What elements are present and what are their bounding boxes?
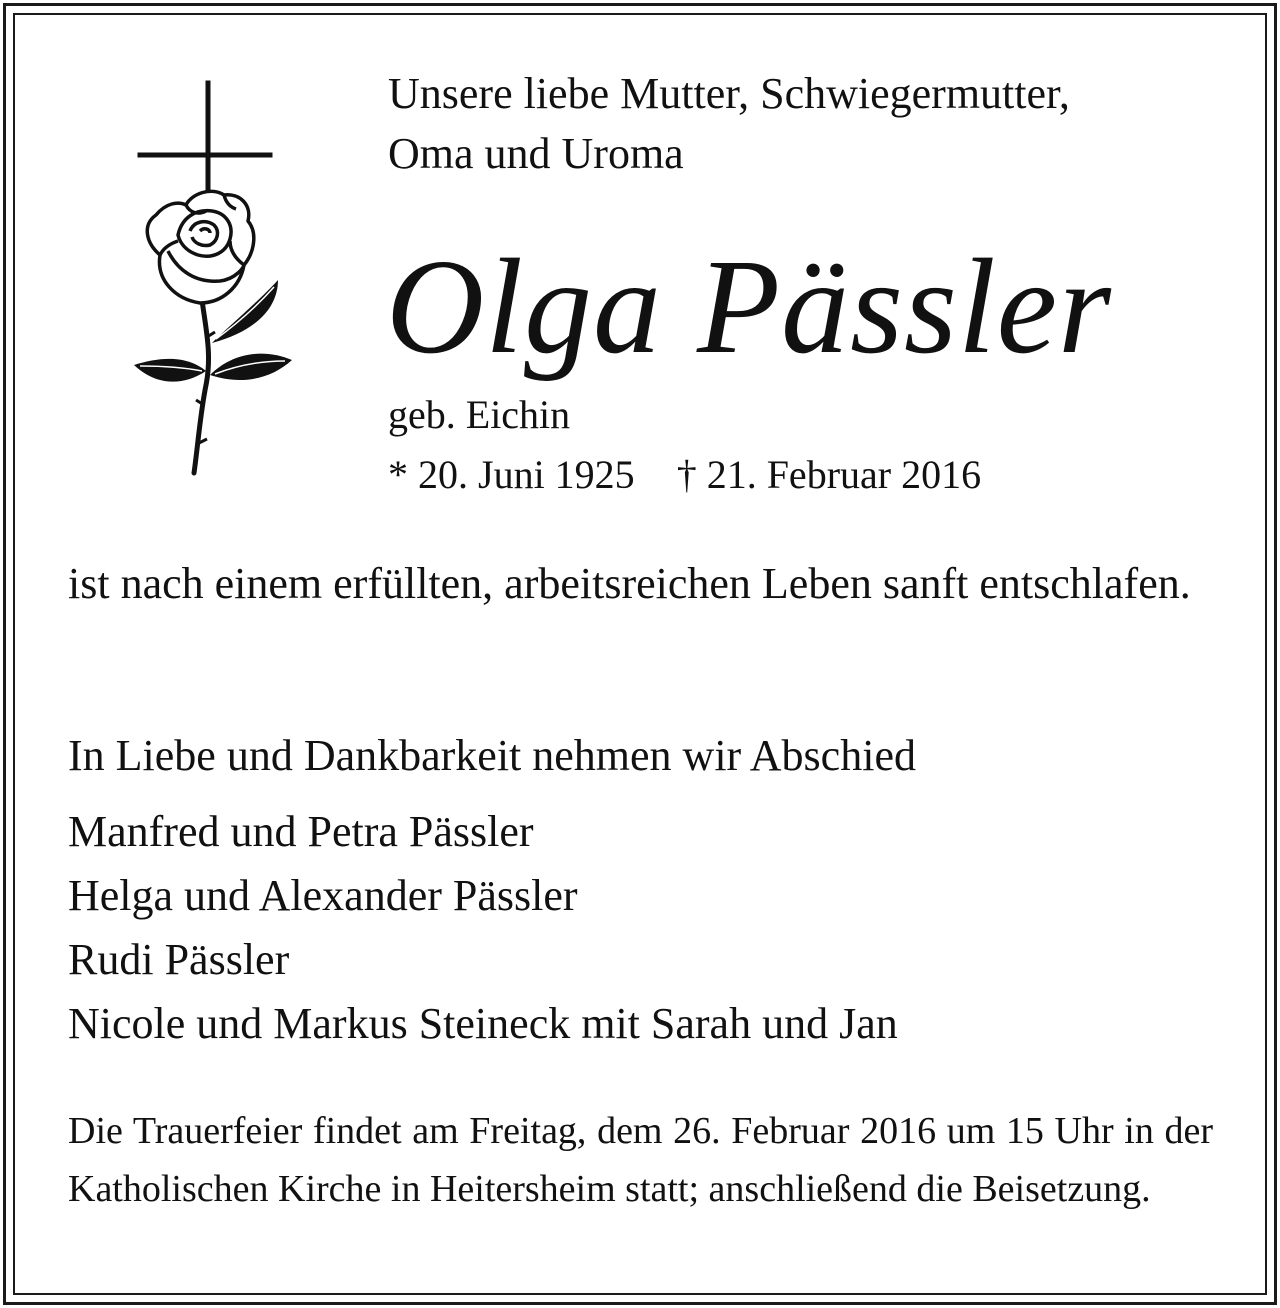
birth-name: geb. Eichin: [388, 392, 571, 437]
deceased-name: Olga Pässler: [386, 232, 1112, 382]
intro-text: [388, 64, 1248, 184]
cross-with-rose-icon: [120, 75, 310, 485]
life-dates: [388, 450, 981, 500]
mourners-list: [68, 800, 898, 1056]
farewell-text: In Liebe und Dankbarkeit nehmen wir Abschied: [68, 731, 916, 780]
mourner-line: Rudi Pässler: [68, 935, 290, 984]
mourner-line: Manfred und Petra Pässler: [68, 807, 534, 856]
service-info: Die Trauerfeier findet am Freitag, dem 26. Februar 2016 um 15 Uhr in der Katholischen Kirche in Heitersheim statt; anschließend die Beisetzung.: [68, 1110, 1213, 1210]
intro-line: Oma und Uroma: [388, 129, 684, 178]
rose-leaf: [210, 354, 292, 380]
birth-date: * 20. Juni 1925: [388, 452, 635, 497]
death-date: † 21. Februar 2016: [676, 452, 982, 497]
statement-text: ist nach einem erfüllten, arbeitsreichen Leben sanft entschlafen.: [68, 559, 1191, 608]
rose-bloom: [147, 191, 254, 303]
mourner-line: Nicole und Markus Steineck mit Sarah und Jan: [68, 999, 898, 1048]
intro-line: Unsere liebe Mutter, Schwiegermutter,: [388, 69, 1070, 118]
cross-icon: [140, 83, 270, 195]
mourner-line: Helga und Alexander Pässler: [68, 871, 578, 920]
rose-stem: [194, 300, 209, 473]
